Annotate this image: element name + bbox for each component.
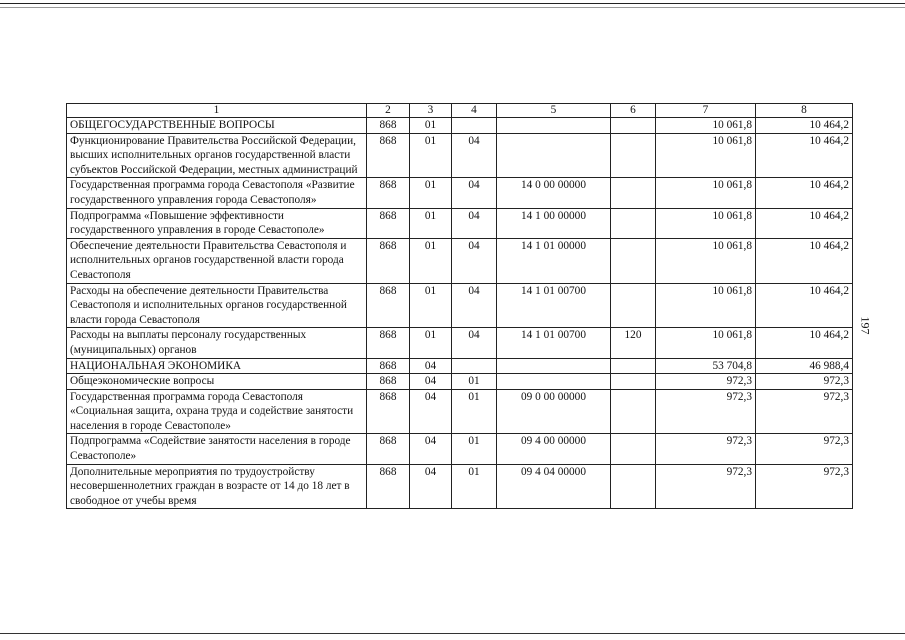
target-article-cell: 14 1 01 00700: [497, 328, 611, 358]
section-code-cell: 01: [410, 118, 452, 134]
table-header-row: [67, 104, 853, 118]
subsection-code-cell: 04: [452, 208, 497, 238]
item-name-cell: Дополнительные мероприятия по трудоустройству несовершеннолетних граждан в возрасте от 14 до 18 лет в свободное от учебы время: [67, 464, 367, 509]
table-row: [67, 434, 853, 464]
item-name-cell: НАЦИОНАЛЬНАЯ ЭКОНОМИКА: [67, 358, 367, 374]
section-code-cell: 01: [410, 133, 452, 178]
ministry-code-cell: 868: [367, 283, 410, 328]
expense-type-cell: [611, 133, 656, 178]
expense-type-cell: [611, 389, 656, 434]
expense-type-cell: 120: [611, 328, 656, 358]
subsection-code-cell: 01: [452, 389, 497, 434]
header-cell: 3: [410, 104, 452, 118]
target-article-cell: 09 0 00 00000: [497, 389, 611, 434]
section-code-cell: 01: [410, 208, 452, 238]
expense-type-cell: [611, 208, 656, 238]
section-code-cell: 04: [410, 434, 452, 464]
ministry-code-cell: 868: [367, 178, 410, 208]
item-name-cell: Обеспечение деятельности Правительства Севастополя и исполнительных органов государственной власти города Севастополя: [67, 238, 367, 283]
amount-year1-cell: 972,3: [656, 374, 756, 390]
page-edge-top-shadow: [0, 7, 905, 8]
amount-year2-cell: 972,3: [756, 389, 853, 434]
amount-year2-cell: 46 988,4: [756, 358, 853, 374]
target-article-cell: 09 4 00 00000: [497, 434, 611, 464]
amount-year2-cell: 10 464,2: [756, 133, 853, 178]
expense-type-cell: [611, 118, 656, 134]
subsection-code-cell: 04: [452, 133, 497, 178]
expense-type-cell: [611, 238, 656, 283]
target-article-cell: 09 4 04 00000: [497, 464, 611, 509]
subsection-code-cell: 04: [452, 178, 497, 208]
amount-year2-cell: 972,3: [756, 434, 853, 464]
item-name-cell: Общеэкономические вопросы: [67, 374, 367, 390]
table-row: [67, 238, 853, 283]
header-cell: 2: [367, 104, 410, 118]
page-number: 197: [858, 316, 873, 335]
target-article-cell: [497, 118, 611, 134]
table-row: [67, 178, 853, 208]
section-code-cell: 04: [410, 464, 452, 509]
amount-year1-cell: 10 061,8: [656, 328, 756, 358]
section-code-cell: 01: [410, 238, 452, 283]
subsection-code-cell: 04: [452, 328, 497, 358]
section-code-cell: 04: [410, 374, 452, 390]
header-cell: 8: [756, 104, 853, 118]
section-code-cell: 01: [410, 178, 452, 208]
subsection-code-cell: 01: [452, 374, 497, 390]
ministry-code-cell: 868: [367, 434, 410, 464]
ministry-code-cell: 868: [367, 358, 410, 374]
ministry-code-cell: 868: [367, 389, 410, 434]
amount-year1-cell: 10 061,8: [656, 118, 756, 134]
amount-year2-cell: 10 464,2: [756, 238, 853, 283]
table-row: [67, 208, 853, 238]
amount-year2-cell: 10 464,2: [756, 118, 853, 134]
target-article-cell: 14 1 01 00700: [497, 283, 611, 328]
amount-year2-cell: 10 464,2: [756, 283, 853, 328]
amount-year1-cell: 10 061,8: [656, 208, 756, 238]
item-name-cell: Подпрограмма «Повышение эффективности государственного управления в городе Севастополе»: [67, 208, 367, 238]
header-cell: 6: [611, 104, 656, 118]
section-code-cell: 01: [410, 328, 452, 358]
target-article-cell: 14 1 01 00000: [497, 238, 611, 283]
subsection-code-cell: 04: [452, 283, 497, 328]
item-name-cell: Расходы на выплаты персоналу государственных (муниципальных) органов: [67, 328, 367, 358]
budget-table: [66, 103, 853, 509]
subsection-code-cell: [452, 358, 497, 374]
item-name-cell: Расходы на обеспечение деятельности Правительства Севастополя и исполнительных органов государственной власти города Севастополя: [67, 283, 367, 328]
ministry-code-cell: 868: [367, 118, 410, 134]
item-name-cell: Функционирование Правительства Российской Федерации, высших исполнительных органов государственной власти субъектов Российской Федерации, местных администраций: [67, 133, 367, 178]
table-row: [67, 464, 853, 509]
expense-type-cell: [611, 434, 656, 464]
table-row: [67, 358, 853, 374]
table-row: [67, 118, 853, 134]
page-edge-top: [0, 3, 905, 4]
expense-type-cell: [611, 374, 656, 390]
ministry-code-cell: 868: [367, 374, 410, 390]
subsection-code-cell: [452, 118, 497, 134]
ministry-code-cell: 868: [367, 464, 410, 509]
header-cell: 5: [497, 104, 611, 118]
item-name-cell: Государственная программа города Севастополя «Социальная защита, охрана труда и содействие занятости населения в городе Севастополе»: [67, 389, 367, 434]
expense-type-cell: [611, 283, 656, 328]
amount-year1-cell: 10 061,8: [656, 283, 756, 328]
expense-type-cell: [611, 178, 656, 208]
amount-year2-cell: 972,3: [756, 464, 853, 509]
amount-year2-cell: 972,3: [756, 374, 853, 390]
table-row: [67, 389, 853, 434]
section-code-cell: 01: [410, 283, 452, 328]
ministry-code-cell: 868: [367, 208, 410, 238]
subsection-code-cell: 04: [452, 238, 497, 283]
amount-year2-cell: 10 464,2: [756, 178, 853, 208]
amount-year1-cell: 53 704,8: [656, 358, 756, 374]
amount-year1-cell: 10 061,8: [656, 133, 756, 178]
table-row: [67, 374, 853, 390]
amount-year1-cell: 972,3: [656, 464, 756, 509]
table-row: [67, 283, 853, 328]
table-body: [67, 118, 853, 509]
ministry-code-cell: 868: [367, 133, 410, 178]
amount-year2-cell: 10 464,2: [756, 328, 853, 358]
page-edge-bottom: [0, 633, 905, 634]
expense-type-cell: [611, 358, 656, 374]
amount-year1-cell: 972,3: [656, 389, 756, 434]
table-row: [67, 328, 853, 358]
amount-year1-cell: 10 061,8: [656, 238, 756, 283]
header-cell: 1: [67, 104, 367, 118]
item-name-cell: ОБЩЕГОСУДАРСТВЕННЫЕ ВОПРОСЫ: [67, 118, 367, 134]
table-row: [67, 133, 853, 178]
target-article-cell: 14 1 00 00000: [497, 208, 611, 238]
target-article-cell: [497, 133, 611, 178]
target-article-cell: [497, 358, 611, 374]
amount-year2-cell: 10 464,2: [756, 208, 853, 238]
header-cell: 7: [656, 104, 756, 118]
ministry-code-cell: 868: [367, 328, 410, 358]
ministry-code-cell: 868: [367, 238, 410, 283]
header-cell: 4: [452, 104, 497, 118]
item-name-cell: Подпрограмма «Содействие занятости населения в городе Севастополе»: [67, 434, 367, 464]
subsection-code-cell: 01: [452, 464, 497, 509]
item-name-cell: Государственная программа города Севастополя «Развитие государственного управления города Севастополя»: [67, 178, 367, 208]
target-article-cell: [497, 374, 611, 390]
amount-year1-cell: 10 061,8: [656, 178, 756, 208]
section-code-cell: 04: [410, 358, 452, 374]
expense-type-cell: [611, 464, 656, 509]
amount-year1-cell: 972,3: [656, 434, 756, 464]
target-article-cell: 14 0 00 00000: [497, 178, 611, 208]
section-code-cell: 04: [410, 389, 452, 434]
subsection-code-cell: 01: [452, 434, 497, 464]
